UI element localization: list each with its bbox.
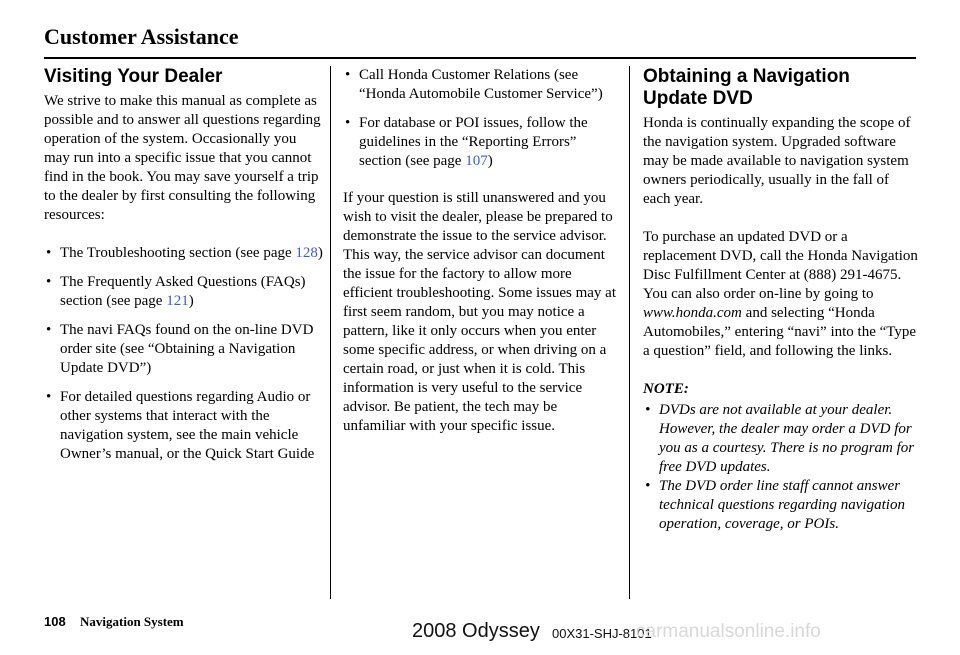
resource-list — [44, 244, 324, 464]
column-visiting-dealer — [44, 66, 324, 474]
list-item: • Call Honda Customer Relations (see “Honda Automobile Customer Service”) — [343, 66, 621, 104]
list-item-text: ) — [487, 153, 493, 169]
list-item: • DVDs are not available at your dealer. However, the dealer may order a DVD for you as a courtesy. There is no program for free DVD updates. — [643, 401, 918, 477]
section-heading-navigation-dvd: Obtaining a Navigation Update DVD — [643, 66, 850, 109]
column-navigation-dvd — [643, 66, 918, 534]
page-title: Customer Assistance — [44, 24, 239, 49]
column-divider — [330, 66, 331, 599]
note-list — [643, 401, 918, 534]
page-link[interactable]: 128 — [295, 245, 318, 261]
list-item: • The DVD order line staff cannot answer technical questions regarding navigation operation, coverage, or POIs. — [643, 477, 918, 534]
column-divider — [629, 66, 630, 599]
resource-list-continued — [343, 66, 621, 171]
list-item-text: The Troubleshooting section (see page — [60, 245, 296, 261]
column-continued — [343, 66, 621, 455]
note-label: NOTE: — [643, 381, 689, 397]
list-item-text: The Frequently Asked Questions (FAQs) section (see page — [60, 274, 306, 309]
model-code: 00X31-SHJ-8101 — [552, 626, 652, 641]
list-item-text: ) — [188, 293, 194, 309]
purchase-paragraph — [643, 228, 918, 361]
list-item — [44, 273, 324, 311]
footer-section-title: Navigation System — [80, 614, 184, 629]
intro-paragraph: We strive to make this manual as complete as possible and to answer all questions regarding operation of the system. Occasionally you may run into a specific issue that you cannot find in the book. You may save yourself a trip to the dealer by first consulting the following resources: — [44, 93, 321, 223]
dvd-paragraph: Honda is continually expanding the scope of the navigation system. Upgraded software may be made available to navigation system owners periodically, usually in the fall of each year. — [643, 115, 911, 207]
list-item: • The navi FAQs found on the on-line DVD order site (see “Obtaining a Navigation Update DVD”) — [44, 321, 324, 378]
page-number: 108 — [44, 614, 66, 629]
model-label: 2008 Odyssey — [412, 620, 540, 642]
list-item-text: ) — [317, 245, 323, 261]
purchase-text: and selecting “Honda Automobiles,” entering “navi” into the “Type a question” field, and following the links. — [643, 305, 917, 359]
website-url: www.honda.com — [643, 305, 742, 321]
page-link[interactable]: 121 — [166, 293, 189, 309]
list-item — [44, 244, 324, 263]
watermark: carmanualsonline.info — [636, 621, 821, 642]
list-item: • For detailed questions regarding Audio or other systems that interact with the navigation system, see the main vehicle Owner’s manual, or the Quick Start Guide — [44, 388, 324, 464]
list-item-text: For database or POI issues, follow the guidelines in the “Reporting Errors” section (see page — [359, 115, 588, 169]
list-item — [343, 114, 621, 171]
page-link[interactable]: 107 — [465, 153, 488, 169]
section-heading-visiting-dealer: Visiting Your Dealer — [44, 66, 223, 87]
purchase-text: To purchase an updated DVD or a replacement DVD, call the Honda Navigation Disc Fulfillment Center at (888) 291-4675. You can also order on-line by going to — [643, 229, 918, 302]
dealer-paragraph: If your question is still unanswered and you wish to visit the dealer, please be prepared to demonstrate the issue to the service advisor. This way, the service advisor can document the issue for the factory to allow more efficient troubleshooting. Some issues may at first seem random, but you may notice a pattern, like it only occurs when you enter some specific address, or when driving on a certain road, or just when it is cold. This information is very useful to the service advisor. Be patient, the tech may be unfamiliar with your specific issue. — [343, 190, 617, 434]
header-rule — [44, 57, 916, 59]
